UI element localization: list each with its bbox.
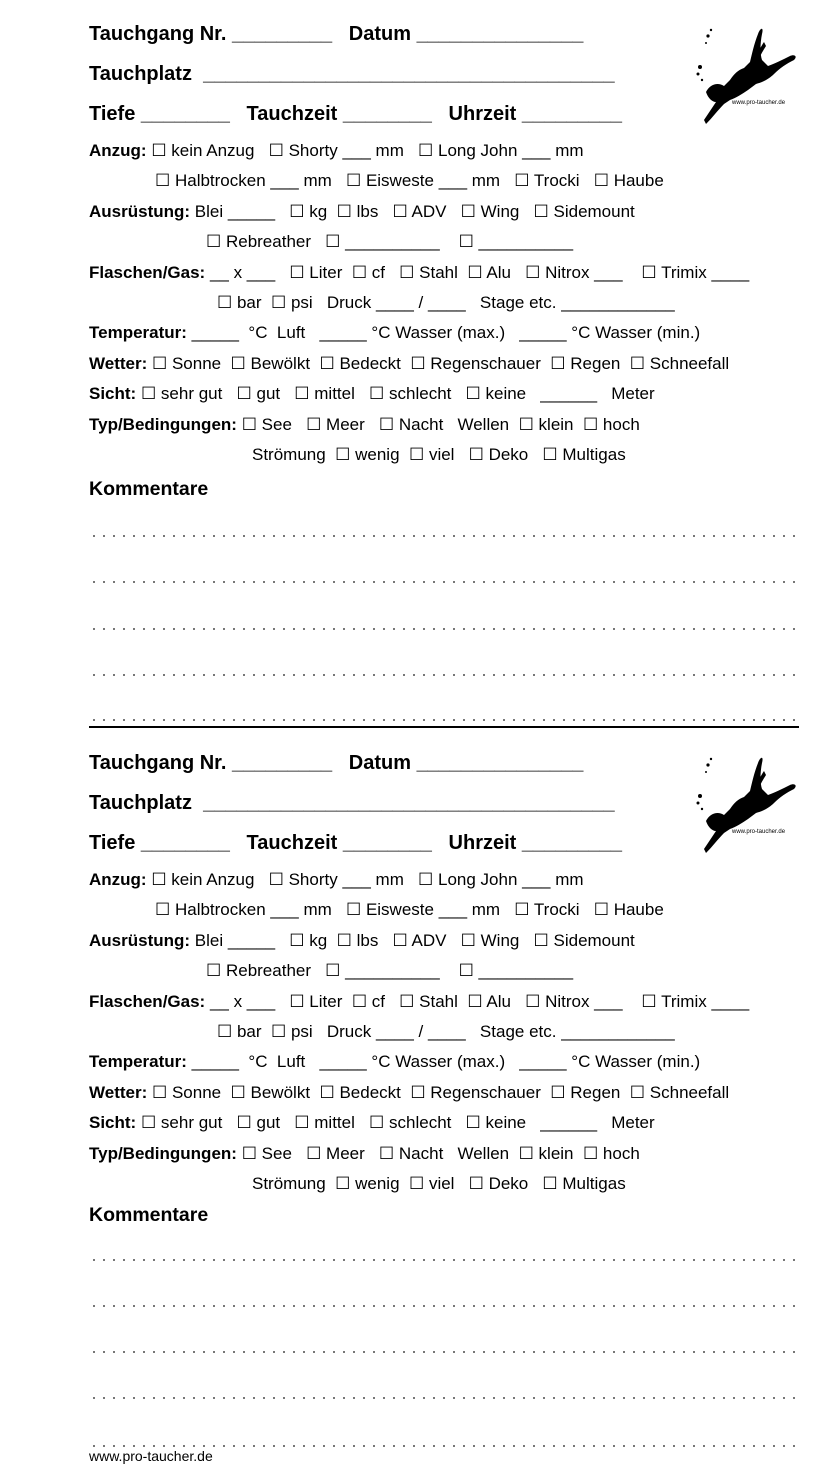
dive-time-field[interactable]: ________ <box>342 103 432 125</box>
dive-site-field[interactable]: _____________________________________ <box>203 63 615 85</box>
logbook-entry-2 <box>0 729 825 1459</box>
suit-options-1[interactable]: ☐ kein Anzug ☐ Shorty ___ mm ☐ Long John ___ mm <box>151 870 584 889</box>
equipment-options-2[interactable]: ☐ Rebreather ☐ __________ ☐ __________ <box>206 961 574 980</box>
weather-label: Wetter: <box>89 354 148 373</box>
suit-line-1 <box>89 142 584 159</box>
weather-line <box>89 355 729 372</box>
header-line-1 <box>89 753 583 773</box>
suit-line-1 <box>89 871 584 888</box>
date-field[interactable]: _______________ <box>416 23 584 45</box>
clock-time-label: Uhrzeit <box>448 103 517 125</box>
clock-time-label: Uhrzeit <box>448 832 517 854</box>
header-line-1 <box>89 24 583 44</box>
equipment-label: Ausrüstung: <box>89 202 191 221</box>
conditions-options-2[interactable]: Strömung ☐ wenig ☐ viel ☐ Deko ☐ Multigas <box>252 1174 626 1193</box>
dive-number-field[interactable]: _________ <box>231 23 333 45</box>
clock-time-field[interactable]: _________ <box>521 103 622 125</box>
dive-site-label: Tauchplatz <box>89 63 192 85</box>
dive-number-label: Tauchgang Nr. <box>89 23 227 45</box>
dive-number-label: Tauchgang Nr. <box>89 752 227 774</box>
comments-heading: Kommentare <box>89 478 209 500</box>
suit-options-1[interactable]: ☐ kein Anzug ☐ Shorty ___ mm ☐ Long John ___ mm <box>151 141 584 160</box>
comment-line[interactable] <box>89 1305 799 1307</box>
tanks-label: Flaschen/Gas: <box>89 992 206 1011</box>
suit-options-2[interactable]: ☐ Halbtrocken ___ mm ☐ Eisweste ___ mm ☐ Trocki ☐ Haube <box>155 900 664 919</box>
date-label: Datum <box>348 752 411 774</box>
temperature-fields[interactable]: _____ °C Luft _____ °C Wasser (max.) _____ °C Wasser (min.) <box>191 1052 701 1071</box>
temperature-line <box>89 1053 700 1070</box>
visibility-line <box>89 385 655 402</box>
tanks-label: Flaschen/Gas: <box>89 263 206 282</box>
depth-label: Tiefe <box>89 832 136 854</box>
tanks-line-1 <box>89 993 749 1010</box>
header-line-3 <box>89 833 622 853</box>
diver-silhouette-icon <box>690 20 800 126</box>
conditions-line-1 <box>89 1145 640 1162</box>
conditions-label: Typ/Bedingungen: <box>89 415 237 434</box>
weather-label: Wetter: <box>89 1083 148 1102</box>
conditions-line-1 <box>89 416 640 433</box>
tanks-line-1 <box>89 264 749 281</box>
temperature-label: Temperatur: <box>89 1052 187 1071</box>
comment-line[interactable] <box>89 1351 799 1353</box>
equipment-options-1[interactable]: Blei _____ ☐ kg ☐ lbs ☐ ADV ☐ Wing ☐ Sidemount <box>194 931 635 950</box>
suit-label: Anzug: <box>89 870 147 889</box>
dive-site-label: Tauchplatz <box>89 792 192 814</box>
comment-line[interactable] <box>89 674 799 676</box>
dive-site-field[interactable]: _____________________________________ <box>203 792 615 814</box>
visibility-options[interactable]: ☐ sehr gut ☐ gut ☐ mittel ☐ schlecht ☐ keine ______ Meter <box>140 1113 655 1132</box>
equipment-options-2[interactable]: ☐ Rebreather ☐ __________ ☐ __________ <box>206 232 574 251</box>
equipment-label: Ausrüstung: <box>89 931 191 950</box>
comment-line[interactable] <box>89 581 799 583</box>
dive-time-field[interactable]: ________ <box>342 832 432 854</box>
depth-field[interactable]: ________ <box>140 832 230 854</box>
suit-options-2[interactable]: ☐ Halbtrocken ___ mm ☐ Eisweste ___ mm ☐ Trocki ☐ Haube <box>155 171 664 190</box>
comments-heading: Kommentare <box>89 1204 209 1226</box>
visibility-line <box>89 1114 655 1131</box>
date-label: Datum <box>348 23 411 45</box>
temperature-line <box>89 324 700 341</box>
header-line-2 <box>89 793 615 813</box>
comment-line[interactable] <box>89 1259 799 1261</box>
comment-line[interactable] <box>89 1397 799 1399</box>
dive-time-label: Tauchzeit <box>246 103 338 125</box>
tanks-options-1[interactable]: __ x ___ ☐ Liter ☐ cf ☐ Stahl ☐ Alu ☐ Nitrox ___ ☐ Trimix ____ <box>209 263 750 282</box>
logbook-entry-1 <box>0 0 825 730</box>
dive-time-label: Tauchzeit <box>246 832 338 854</box>
equipment-line-1 <box>89 203 635 220</box>
comment-line[interactable] <box>89 719 799 721</box>
visibility-label: Sicht: <box>89 384 137 403</box>
header-line-2 <box>89 64 615 84</box>
logo-url-text: www.pro-taucher.de <box>732 829 786 835</box>
logo-url-text: www.pro-taucher.de <box>732 100 786 106</box>
visibility-label: Sicht: <box>89 1113 137 1132</box>
entry-separator <box>89 726 799 728</box>
conditions-label: Typ/Bedingungen: <box>89 1144 237 1163</box>
weather-options[interactable]: ☐ Sonne ☐ Bewölkt ☐ Bedeckt ☐ Regenschauer ☐ Regen ☐ Schneefall <box>151 354 730 373</box>
date-field[interactable]: _______________ <box>416 752 584 774</box>
weather-options[interactable]: ☐ Sonne ☐ Bewölkt ☐ Bedeckt ☐ Regenschauer ☐ Regen ☐ Schneefall <box>151 1083 730 1102</box>
depth-label: Tiefe <box>89 103 136 125</box>
tanks-options-1[interactable]: __ x ___ ☐ Liter ☐ cf ☐ Stahl ☐ Alu ☐ Nitrox ___ ☐ Trimix ____ <box>209 992 750 1011</box>
comment-line[interactable] <box>89 628 799 630</box>
temperature-fields[interactable]: _____ °C Luft _____ °C Wasser (max.) _____ °C Wasser (min.) <box>191 323 701 342</box>
diver-silhouette-icon <box>690 749 800 855</box>
conditions-options-1[interactable]: ☐ See ☐ Meer ☐ Nacht Wellen ☐ klein ☐ hoch <box>241 415 640 434</box>
comment-line[interactable] <box>89 1445 799 1447</box>
tanks-options-2[interactable]: ☐ bar ☐ psi Druck ____ / ____ Stage etc. ____________ <box>217 1022 675 1041</box>
clock-time-field[interactable]: _________ <box>521 832 622 854</box>
visibility-options[interactable]: ☐ sehr gut ☐ gut ☐ mittel ☐ schlecht ☐ keine ______ Meter <box>140 384 655 403</box>
comment-line[interactable] <box>89 535 799 537</box>
weather-line <box>89 1084 729 1101</box>
equipment-options-1[interactable]: Blei _____ ☐ kg ☐ lbs ☐ ADV ☐ Wing ☐ Sidemount <box>194 202 635 221</box>
dive-number-field[interactable]: _________ <box>231 752 333 774</box>
conditions-options-2[interactable]: Strömung ☐ wenig ☐ viel ☐ Deko ☐ Multigas <box>252 445 626 464</box>
conditions-options-1[interactable]: ☐ See ☐ Meer ☐ Nacht Wellen ☐ klein ☐ hoch <box>241 1144 640 1163</box>
equipment-line-1 <box>89 932 635 949</box>
suit-label: Anzug: <box>89 141 147 160</box>
temperature-label: Temperatur: <box>89 323 187 342</box>
depth-field[interactable]: ________ <box>140 103 230 125</box>
footer-url: www.pro-taucher.de <box>89 1448 213 1464</box>
tanks-options-2[interactable]: ☐ bar ☐ psi Druck ____ / ____ Stage etc. ____________ <box>217 293 675 312</box>
header-line-3 <box>89 104 622 124</box>
